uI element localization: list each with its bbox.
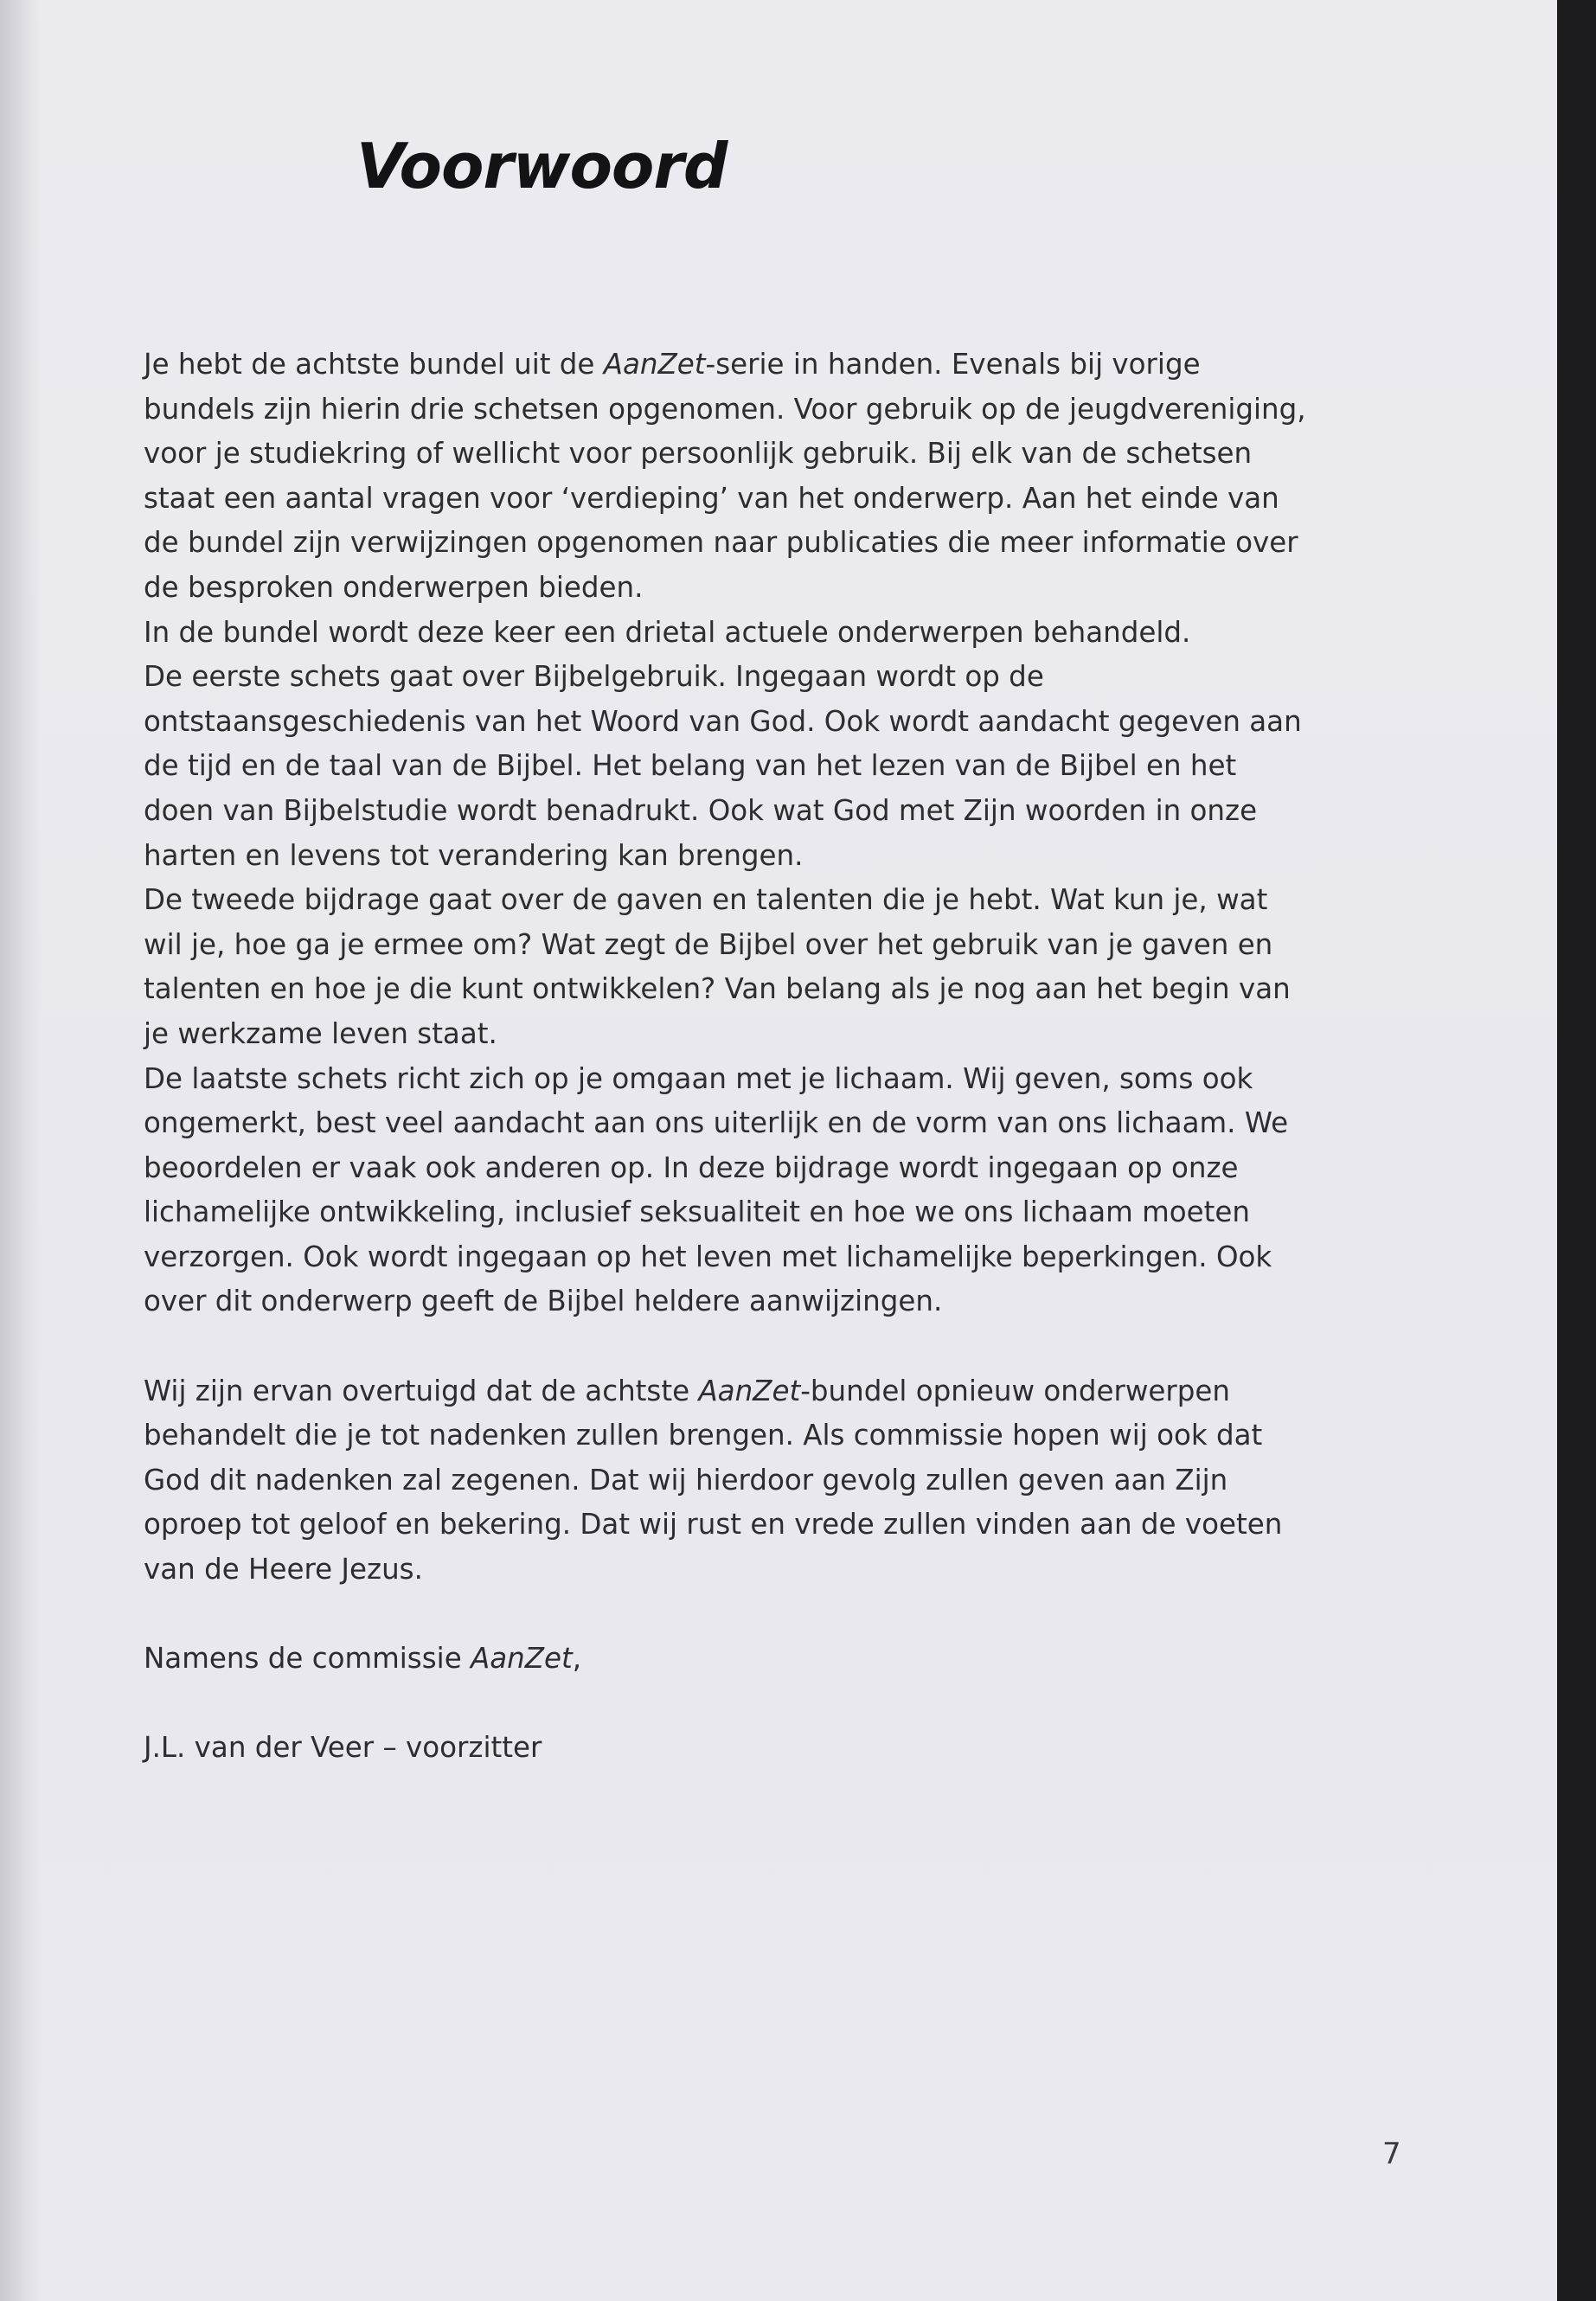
signature: J.L. van der Veer – voorzitter (144, 1731, 542, 1765)
paragraph-third-sketch: De laatste schets richt zich op je omgaan met je lichaam. Wij geven, soms ook ongemerkt, best veel aandacht aan ons uiterlijk en de vorm van ons lichaam. We beoordelen er vaak ook anderen op. In deze bijdrage wordt ingegaan op onze lichamelijke ontwikkeling, inclusief seksualiteit en hoe we ons lichaam moeten verzorgen. Ook wordt ingegaan op het leven met lichamelijke beperkingen. Ook over dit onderwerp geeft de Bijbel heldere aanwijzingen. (144, 1061, 1289, 1318)
text-run: Wij zijn ervan overtuigd dat de achtste (144, 1374, 699, 1407)
page-title: Voorwoord (356, 130, 727, 202)
page-number: 7 (1382, 2137, 1401, 2171)
text-run: Namens de commissie (144, 1642, 471, 1676)
paragraph-second-sketch: De tweede bijdrage gaat over de gaven en talenten die je hebt. Wat kun je, wat wil je, hoe ga je ermee om? Wat zegt de Bijbel over het gebruik van je gaven en talenten en hoe je die kunt ontwikkelen? Van belang als je nog aan het begin van je werkzame leven staat. (144, 883, 1291, 1050)
text-run: -bundel opnieuw onderwerpen behandelt die je tot nadenken zullen brengen. Als commissie hopen wij ook dat God dit nadenken zal zegenen. Dat wij hierdoor gevolg zullen geven aan Zijn oproep tot geloof en bekering. Dat wij rust en vrede zullen vinden aan de voeten van de Heere Jezus. (144, 1374, 1283, 1586)
paragraph-overview: In de bundel wordt deze keer een drietal actuele onderwerpen behandeld. (144, 615, 1191, 649)
series-name: AanZet (698, 1374, 801, 1407)
series-name: AanZet (603, 348, 706, 381)
paragraph-intro (144, 343, 1307, 611)
paragraph-first-sketch: De eerste schets gaat over Bijbelgebruik. Ingegaan wordt op de ontstaansgeschiedenis van het Woord van God. Ook wordt aandacht gegeven aan de tijd en de taal van de Bijbel. Het belang van het lezen van de Bijbel en het doen van Bijbelstudie wordt benadrukt. Ook wat God met Zijn woorden in onze harten en levens tot verandering kan brengen. (144, 660, 1302, 872)
signoff (144, 1637, 1307, 1682)
body-text (144, 343, 1307, 1771)
text-run: , (572, 1642, 582, 1676)
series-name: AanZet (471, 1642, 573, 1676)
text-run: Je hebt de achtste bundel uit de (144, 348, 604, 381)
paragraph-closing (144, 1369, 1307, 1593)
text-run: -serie in handen. Evenals bij vorige bundels zijn hierin drie schetsen opgenomen. Voor gebruik op de jeugdvereniging, voor je studiekring of wellicht voor persoonlijk gebruik. Bij elk van de schetsen staat een aantal vragen voor ‘verdieping’ van het onderwerp. Aan het einde van de bundel zijn verwijzingen opgenomen naar publicaties die meer informatie over de besproken onderwerpen bieden. (144, 348, 1306, 604)
